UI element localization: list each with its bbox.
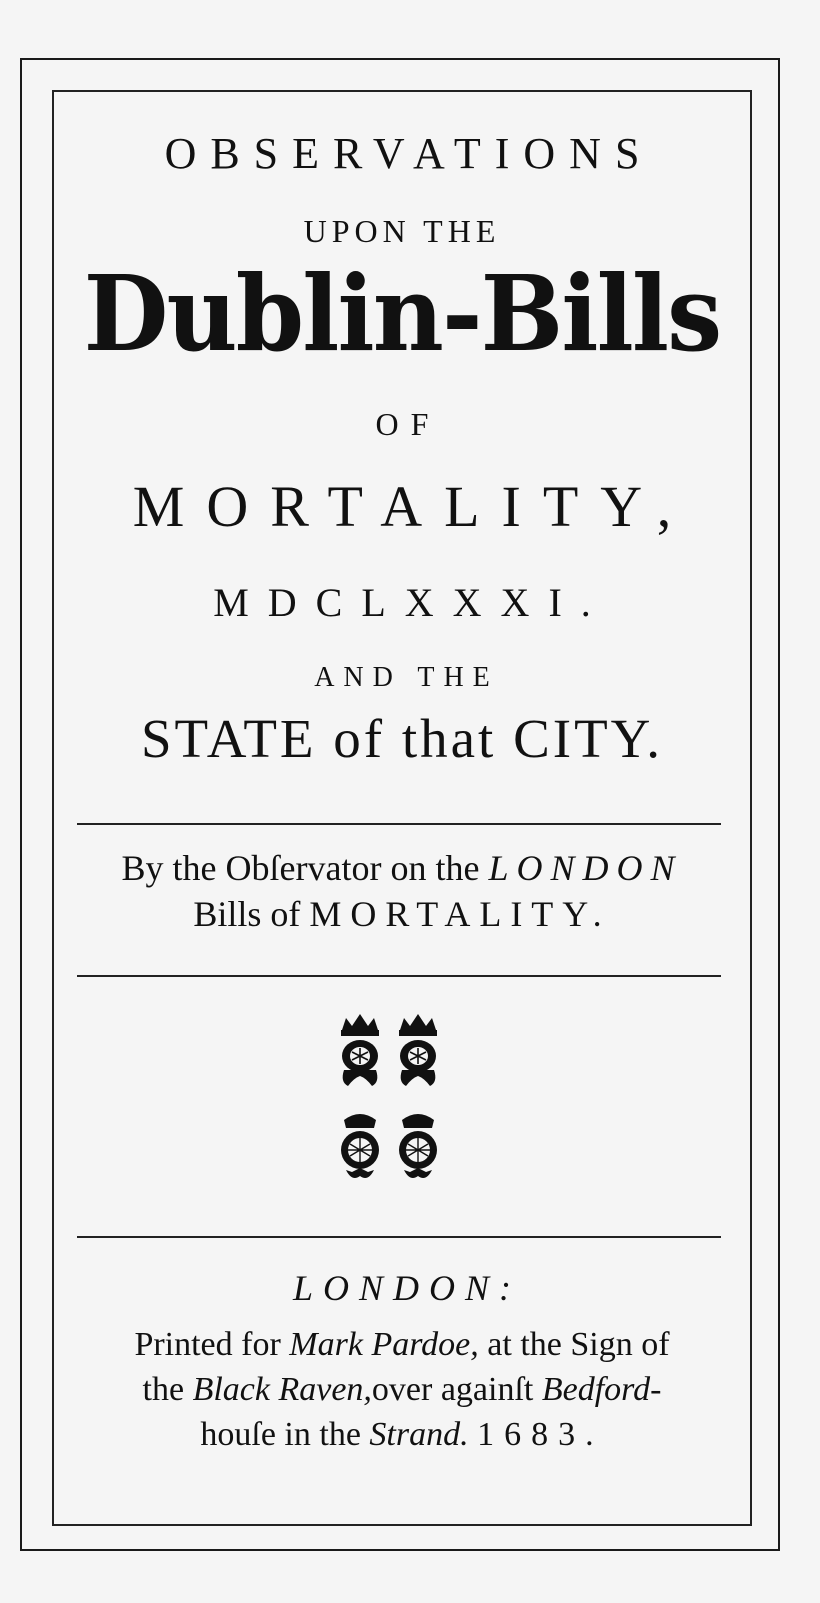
imprint-text: the xyxy=(142,1371,193,1408)
byline-text: By the Obſervator on the xyxy=(121,848,489,888)
title-and-the: AND THE xyxy=(314,662,499,693)
title-of: OF xyxy=(375,406,441,442)
imprint-printer: Mark Pardoe, xyxy=(289,1326,479,1363)
imprint-bedford: Bedford- xyxy=(541,1371,662,1408)
divider-rule xyxy=(77,1236,721,1238)
title-upon-the: UPON THE xyxy=(303,213,501,249)
title-observations: OBSERVATIONS xyxy=(164,129,654,178)
imprint-line-2 xyxy=(52,1373,752,1407)
title-year: MDCLXXXI. xyxy=(213,580,610,625)
imprint-sign: Black Raven, xyxy=(192,1371,372,1408)
title-state-of-that-city: STATE of that CITY. xyxy=(140,708,664,769)
imprint-text: houſe in the xyxy=(200,1416,370,1453)
crowned-thistle-ornament-icon xyxy=(334,1010,454,1195)
byline-mortality: MORTALITY. xyxy=(309,894,611,934)
imprint-text: at the Sign of xyxy=(478,1326,670,1363)
byline-bills-of: Bills of xyxy=(193,894,310,934)
imprint-line-1 xyxy=(52,1328,752,1362)
byline-london: LONDON xyxy=(488,848,683,888)
byline-line-1 xyxy=(52,850,752,886)
title-mortality: MORTALITY, xyxy=(132,474,694,539)
imprint-place: LONDON: xyxy=(292,1268,522,1308)
imprint-line-3 xyxy=(52,1418,752,1452)
imprint-year: 1683. xyxy=(477,1416,604,1453)
divider-rule xyxy=(77,975,721,977)
byline-line-2 xyxy=(52,896,752,932)
divider-rule xyxy=(77,823,721,825)
title-dublin-bills: Dublin-Bills xyxy=(83,252,721,375)
imprint-strand: Strand. xyxy=(369,1416,469,1453)
imprint-text: Printed for xyxy=(134,1326,290,1363)
imprint-text: over againſt xyxy=(371,1371,542,1408)
